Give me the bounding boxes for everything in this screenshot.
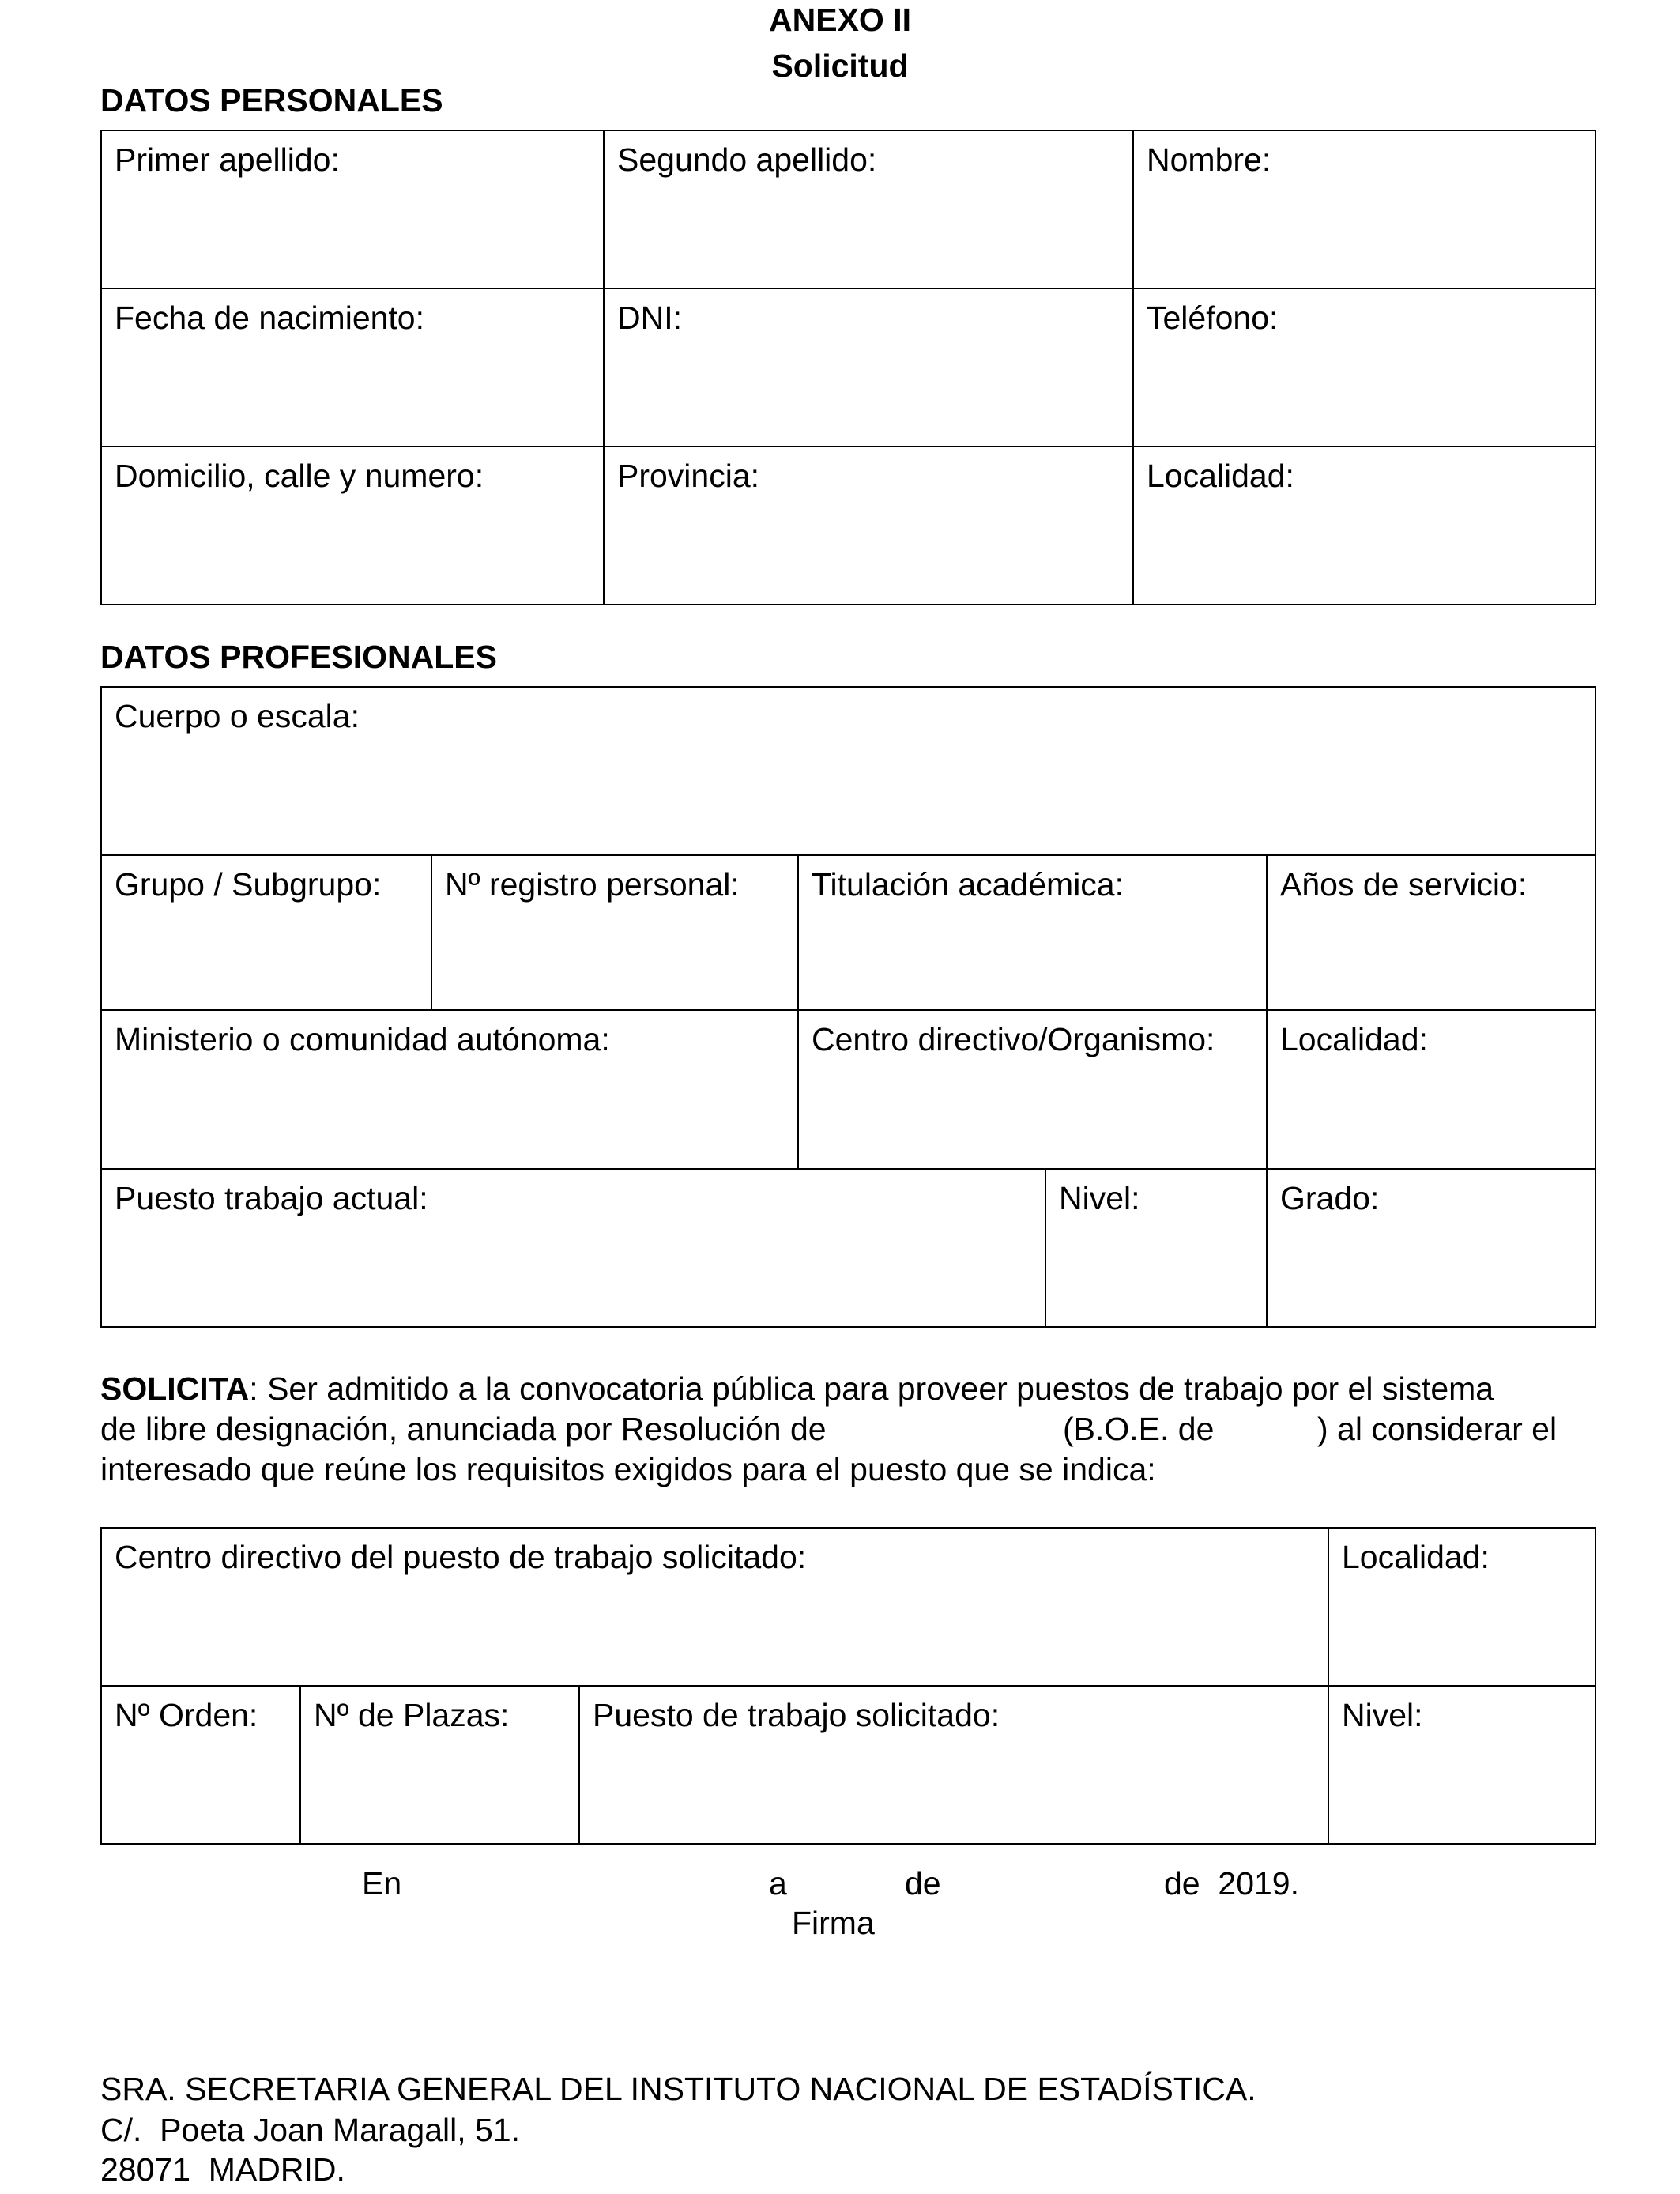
- field-requested-locality[interactable]: [1328, 1527, 1596, 1687]
- field-label: Centro directivo/Organismo:: [812, 1021, 1215, 1057]
- annex-title: ANEXO II: [769, 2, 911, 38]
- field-label: Primer apellido:: [115, 141, 340, 178]
- street-address-line: C/. Poeta Joan Maragall, 51.: [100, 2112, 521, 2148]
- request-paragraph: [100, 1369, 1586, 1490]
- signature-label: Firma: [792, 1905, 875, 1941]
- field-label: Nombre:: [1147, 141, 1271, 178]
- field-requested-level[interactable]: [1328, 1685, 1596, 1845]
- field-label: Teléfono:: [1147, 300, 1279, 336]
- field-label: Nivel:: [1342, 1697, 1423, 1733]
- solicita-text-line2a: de libre designación, anunciada por Resolución de: [100, 1411, 827, 1447]
- field-level[interactable]: [1045, 1168, 1268, 1328]
- signature-place-label: En: [362, 1865, 402, 1902]
- field-current-post[interactable]: [100, 1168, 1046, 1328]
- field-label: Puesto de trabajo solicitado:: [593, 1697, 1000, 1733]
- field-first-surname[interactable]: [100, 130, 605, 289]
- field-number-positions[interactable]: [299, 1685, 580, 1845]
- field-personnel-registry[interactable]: [431, 854, 799, 1011]
- field-label: Localidad:: [1280, 1021, 1428, 1057]
- field-label: Ministerio o comunidad autónoma:: [115, 1021, 610, 1057]
- field-label: Puesto trabajo actual:: [115, 1180, 428, 1216]
- field-dni[interactable]: [603, 288, 1134, 447]
- signature-day-label: a: [769, 1865, 787, 1902]
- requested-post-table: [100, 1527, 1596, 1845]
- solicita-text-line3: interesado que reúne los requisitos exigidos para el puesto que se indica:: [100, 1451, 1156, 1487]
- field-birth-date[interactable]: [100, 288, 605, 447]
- field-grade[interactable]: [1266, 1168, 1596, 1328]
- field-label: DNI:: [617, 300, 682, 336]
- field-order-number[interactable]: [100, 1685, 301, 1845]
- signature-month-label: de: [905, 1865, 941, 1902]
- solicita-text-line1: : Ser admitido a la convocatoria pública para proveer puestos de trabajo por el sistema: [249, 1370, 1494, 1407]
- field-address[interactable]: [100, 446, 605, 605]
- field-label: Localidad:: [1342, 1539, 1490, 1575]
- field-label: Segundo apellido:: [617, 141, 877, 178]
- field-label: Grado:: [1280, 1180, 1380, 1216]
- field-label: Nº Orden:: [115, 1697, 258, 1733]
- field-label: Centro directivo del puesto de trabajo solicitado:: [115, 1539, 807, 1575]
- field-label: Provincia:: [617, 458, 760, 494]
- field-label: Nº registro personal:: [445, 866, 740, 903]
- field-province[interactable]: [603, 446, 1134, 605]
- field-second-surname[interactable]: [603, 130, 1134, 289]
- personal-data-table: [100, 130, 1596, 605]
- field-academic-degree[interactable]: [797, 854, 1268, 1011]
- field-label: Domicilio, calle y numero:: [115, 458, 484, 494]
- solicita-text-line2b: (B.O.E. de: [1063, 1411, 1215, 1447]
- field-group-subgroup[interactable]: [100, 854, 432, 1011]
- document-subtitle: Solicitud: [771, 47, 909, 84]
- field-first-name[interactable]: [1132, 130, 1596, 289]
- field-phone[interactable]: [1132, 288, 1596, 447]
- personal-data-heading: DATOS PERSONALES: [100, 82, 443, 119]
- field-label: Nº de Plazas:: [314, 1697, 510, 1733]
- field-label: Fecha de nacimiento:: [115, 300, 425, 336]
- field-years-service[interactable]: [1266, 854, 1596, 1011]
- field-label: Grupo / Subgrupo:: [115, 866, 382, 903]
- recipient-line: SRA. SECRETARIA GENERAL DEL INSTITUTO NACIONAL DE ESTADÍSTICA.: [100, 2071, 1256, 2107]
- field-work-locality[interactable]: [1266, 1009, 1596, 1170]
- field-label: Localidad:: [1147, 458, 1294, 494]
- signature-year-label: de 2019.: [1164, 1865, 1299, 1902]
- solicita-label: SOLICITA: [100, 1370, 250, 1407]
- professional-data-table: [100, 686, 1596, 1328]
- postal-city-line: 28071 MADRID.: [100, 2151, 345, 2188]
- field-ministry[interactable]: [100, 1009, 799, 1170]
- field-locality[interactable]: [1132, 446, 1596, 605]
- field-label: Nivel:: [1059, 1180, 1140, 1216]
- solicita-text-line2c: ) al considerar el: [1317, 1411, 1558, 1447]
- field-requested-post[interactable]: [578, 1685, 1329, 1845]
- field-body-scale[interactable]: [100, 686, 1596, 856]
- field-label: Cuerpo o escala:: [115, 698, 360, 734]
- professional-data-heading: DATOS PROFESIONALES: [100, 639, 497, 675]
- field-label: Años de servicio:: [1280, 866, 1527, 903]
- field-directive-center[interactable]: [797, 1009, 1268, 1170]
- field-label: Titulación académica:: [812, 866, 1124, 903]
- field-requested-center[interactable]: [100, 1527, 1329, 1687]
